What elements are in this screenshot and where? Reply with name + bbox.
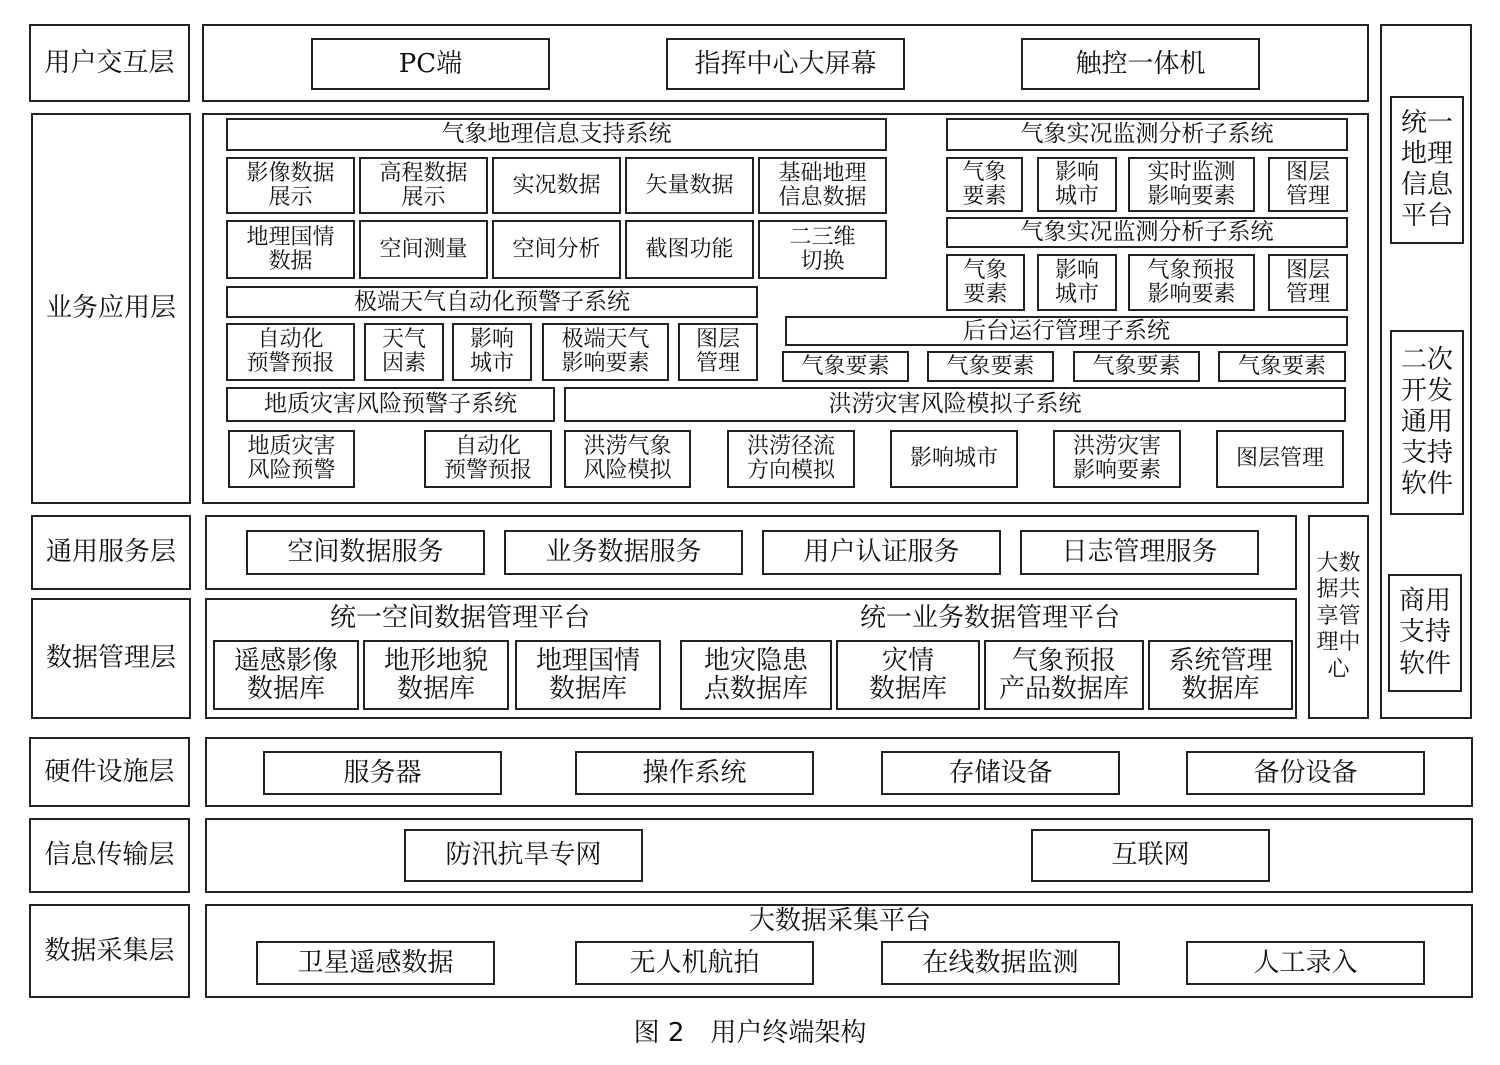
geo-hazard-item: 自动化 预警预报 <box>424 430 552 488</box>
flood-item: 洪涝气象 风险模拟 <box>564 430 691 488</box>
hardware-item: 操作系统 <box>575 751 814 795</box>
geo-support-item: 影像数据 展示 <box>226 157 355 214</box>
business-db-item: 地灾隐患 点数据库 <box>680 640 832 710</box>
spatial-db-item: 地形地貌 数据库 <box>363 640 509 710</box>
business-db-item: 系统管理 数据库 <box>1148 640 1293 710</box>
geo-hazard-title: 地质灾害风险预警子系统 <box>226 387 555 422</box>
geo-support-item: 空间测量 <box>359 220 488 279</box>
service-item: 日志管理服务 <box>1020 530 1259 575</box>
layer-label-service: 通用服务层 <box>31 515 191 590</box>
service-item: 空间数据服务 <box>246 530 485 575</box>
user-touch-terminal-box: 触控一体机 <box>1021 38 1260 90</box>
backend-item: 气象要素 <box>927 351 1054 382</box>
layer-label-business: 业务应用层 <box>31 113 191 504</box>
monitor-1-item: 气象 要素 <box>946 157 1023 212</box>
business-db-item: 灾情 数据库 <box>836 640 980 710</box>
flood-item: 洪涝灾害 影响要素 <box>1053 430 1181 488</box>
service-item: 业务数据服务 <box>504 530 743 575</box>
collect-item: 无人机航拍 <box>575 941 814 985</box>
layer-label-hardware: 硬件设施层 <box>29 737 190 807</box>
geo-support-item: 空间分析 <box>492 220 621 279</box>
monitor-2-item: 影响 城市 <box>1037 254 1117 311</box>
spatial-platform-title: 统一空间数据管理平台 <box>329 603 590 634</box>
business-platform-title: 统一业务数据管理平台 <box>859 603 1120 634</box>
extreme-weather-item: 极端天气 影响要素 <box>542 323 669 381</box>
monitor-2-title: 气象实况监测分析子系统 <box>946 217 1348 248</box>
monitor-1-item: 影响 城市 <box>1037 157 1117 212</box>
collect-item: 卫星遥感数据 <box>256 941 495 985</box>
monitor-1-item: 图层 管理 <box>1268 157 1348 212</box>
monitor-2-item: 气象 要素 <box>946 254 1025 311</box>
flood-item: 影响城市 <box>890 430 1018 488</box>
geo-hazard-item: 地质灾害 风险预警 <box>228 430 355 488</box>
spatial-db-item: 遥感影像 数据库 <box>213 640 359 710</box>
collect-item: 在线数据监测 <box>881 941 1120 985</box>
network-layer-panel <box>205 818 1473 893</box>
secondary-dev-software-box: 二次 开发 通用 支持 软件 <box>1390 330 1464 515</box>
extreme-weather-item: 图层 管理 <box>678 323 758 381</box>
unified-geo-platform-box: 统一 地理 信息 平台 <box>1390 96 1464 244</box>
layer-label-user: 用户交互层 <box>29 24 190 102</box>
monitor-1-title: 气象实况监测分析子系统 <box>946 118 1348 151</box>
geo-support-item: 基础地理 信息数据 <box>758 157 887 214</box>
big-data-center-box: 大数 据共 享管 理中 心 <box>1308 515 1369 719</box>
geo-support-item: 截图功能 <box>625 220 754 279</box>
monitor-2-item: 图层 管理 <box>1268 254 1348 311</box>
figure-caption: 图 2 用户终端架构 <box>633 1018 867 1048</box>
extreme-weather-item: 影响 城市 <box>452 323 532 381</box>
geo-support-item: 矢量数据 <box>625 157 754 214</box>
extreme-weather-item: 天气 因素 <box>364 323 444 381</box>
collect-item: 人工录入 <box>1186 941 1425 985</box>
monitor-1-item: 实时监测 影响要素 <box>1128 157 1255 212</box>
collect-platform-title: 大数据采集平台 <box>748 906 931 937</box>
hardware-item: 服务器 <box>263 751 502 795</box>
network-item: 互联网 <box>1031 829 1270 882</box>
service-item: 用户认证服务 <box>762 530 1001 575</box>
hardware-item: 备份设备 <box>1186 751 1425 795</box>
monitor-2-item: 气象预报 影响要素 <box>1128 254 1255 311</box>
geo-support-title: 气象地理信息支持系统 <box>226 118 887 151</box>
extreme-weather-item: 自动化 预警预报 <box>226 323 355 381</box>
spatial-db-item: 地理国情 数据库 <box>515 640 661 710</box>
backend-item: 气象要素 <box>782 351 909 382</box>
commercial-software-box: 商用 支持 软件 <box>1388 574 1462 692</box>
layer-label-collect: 数据采集层 <box>29 904 190 998</box>
backend-title: 后台运行管理子系统 <box>785 316 1348 346</box>
hardware-item: 存储设备 <box>881 751 1120 795</box>
extreme-weather-title: 极端天气自动化预警子系统 <box>226 286 758 318</box>
geo-support-item: 二三维 切换 <box>758 220 887 279</box>
flood-item: 洪涝径流 方向模拟 <box>727 430 855 488</box>
flood-title: 洪涝灾害风险模拟子系统 <box>564 387 1346 422</box>
flood-item: 图层管理 <box>1216 430 1344 488</box>
business-db-item: 气象预报 产品数据库 <box>984 640 1144 710</box>
backend-item: 气象要素 <box>1218 351 1346 382</box>
geo-support-item: 实况数据 <box>492 157 621 214</box>
layer-label-data: 数据管理层 <box>31 598 191 719</box>
layer-label-network: 信息传输层 <box>29 818 190 893</box>
user-command-screen-box: 指挥中心大屏幕 <box>666 38 905 90</box>
geo-support-item: 高程数据 展示 <box>359 157 488 214</box>
backend-item: 气象要素 <box>1073 351 1200 382</box>
network-item: 防汛抗旱专网 <box>404 829 643 882</box>
user-pc-box: PC端 <box>311 38 550 90</box>
geo-support-item: 地理国情 数据 <box>226 220 355 279</box>
